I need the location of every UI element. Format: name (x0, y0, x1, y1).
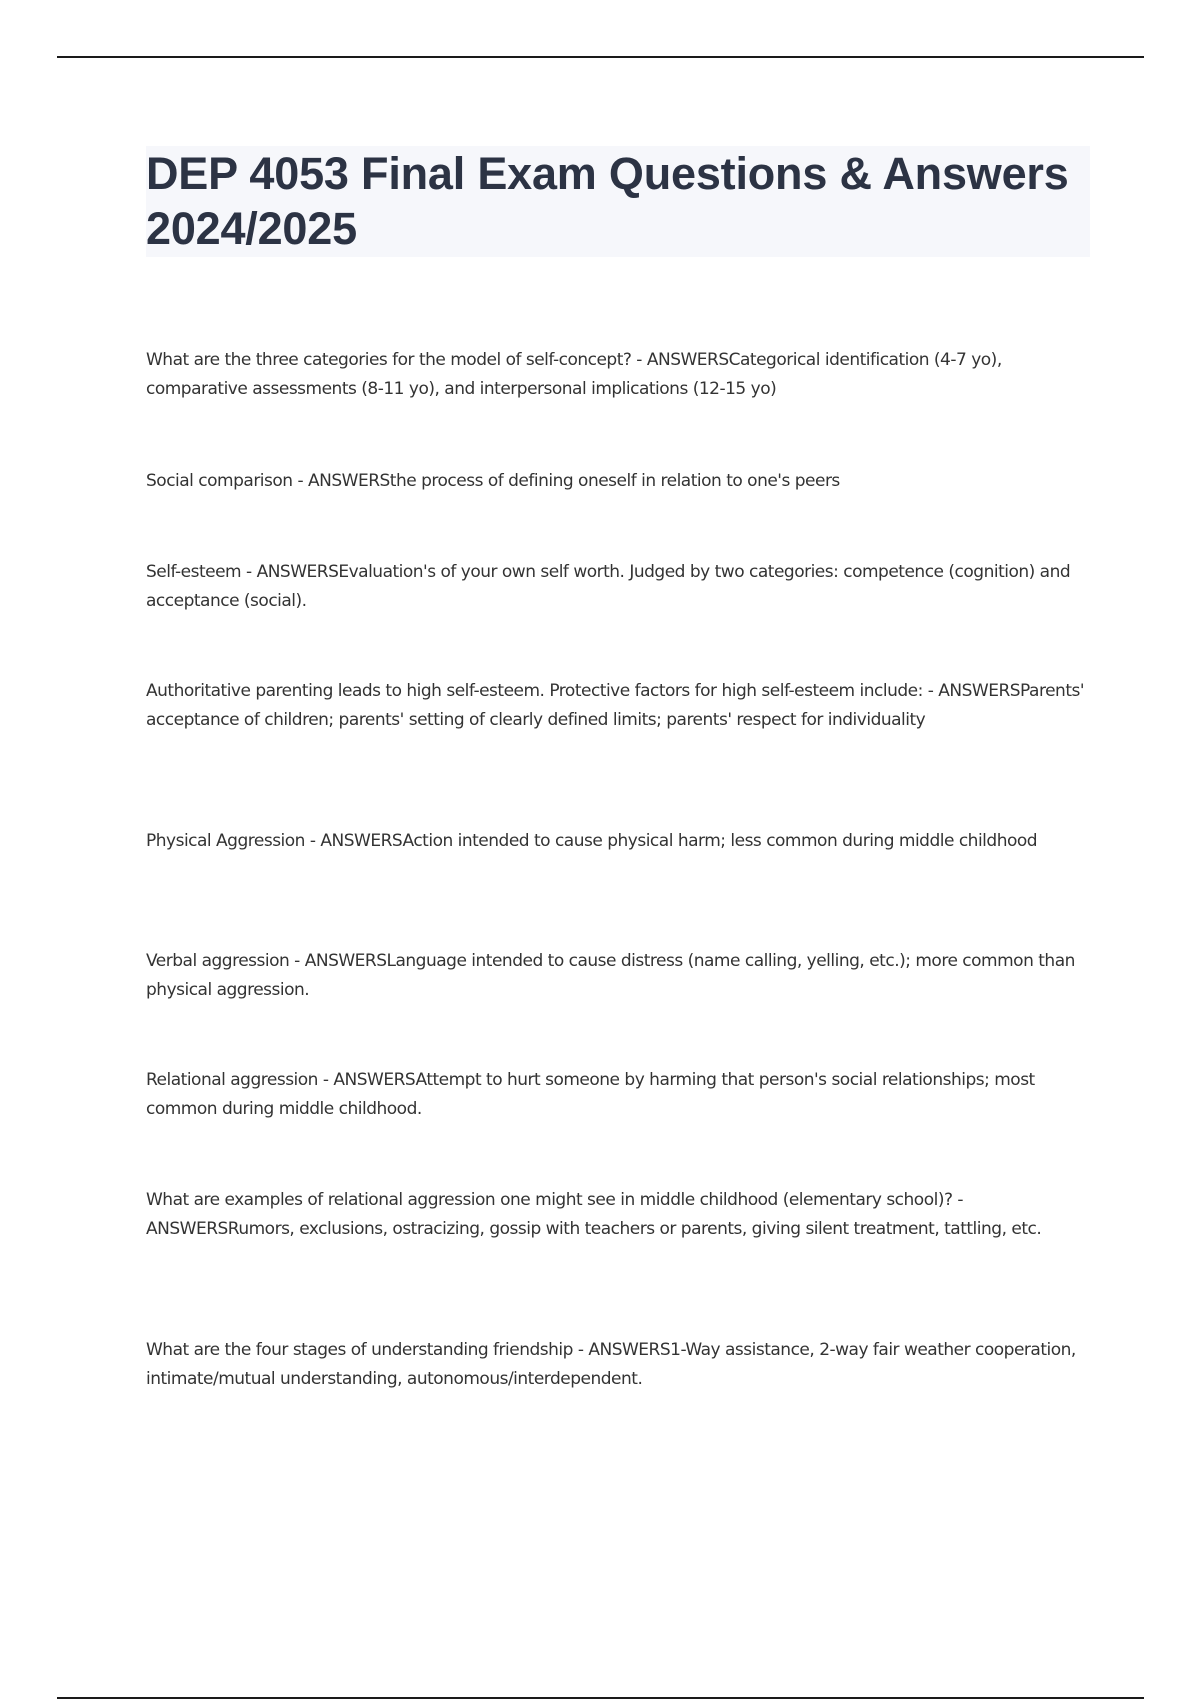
qa-item-relational-aggression: Relational aggression - ANSWERSAttempt to hurt someone by harming that person's social relationships; most common during middle childhood. (146, 1070, 1035, 1119)
top-divider (57, 56, 1144, 58)
qa-item-self-esteem: Self-esteem - ANSWERSEvaluation's of your own self worth. Judged by two categories: competence (cognition) and acceptance (social). (146, 562, 1071, 611)
qa-item-authoritative-parenting: Authoritative parenting leads to high self-esteem. Protective factors for high self-esteem include: - ANSWERSParents' acceptance of children; parents' setting of clearly defined limits; parents' respect for individuality (146, 681, 1085, 730)
document-title: DEP 4053 Final Exam Questions & Answers 2024/2025 (146, 148, 1069, 254)
title-banner (146, 146, 1090, 257)
qa-item-friendship-stages: What are the four stages of understanding friendship - ANSWERS1-Way assistance, 2-way fair weather cooperation, intimate/mutual understanding, autonomous/interdependent. (146, 1340, 1076, 1389)
qa-item-physical-aggression: Physical Aggression - ANSWERSAction intended to cause physical harm; less common during middle childhood (146, 831, 1038, 851)
qa-item-relational-aggression-examples: What are examples of relational aggression one might see in middle childhood (elementary school)? - ANSWERSRumors, exclusions, ostracizing, gossip with teachers or parents, giving silent treatment, tattling, etc. (146, 1190, 1042, 1239)
bottom-divider (57, 1697, 1144, 1699)
qa-item-self-concept-model: What are the three categories for the model of self-concept? - ANSWERSCategorical identification (4-7 yo), comparative assessments (8-11 yo), and interpersonal implications (12-15 yo) (146, 350, 1002, 399)
qa-item-social-comparison: Social comparison - ANSWERSthe process of defining oneself in relation to one's peers (146, 471, 840, 491)
qa-item-verbal-aggression: Verbal aggression - ANSWERSLanguage intended to cause distress (name calling, yelling, etc.); more common than physical aggression. (146, 951, 1075, 1000)
